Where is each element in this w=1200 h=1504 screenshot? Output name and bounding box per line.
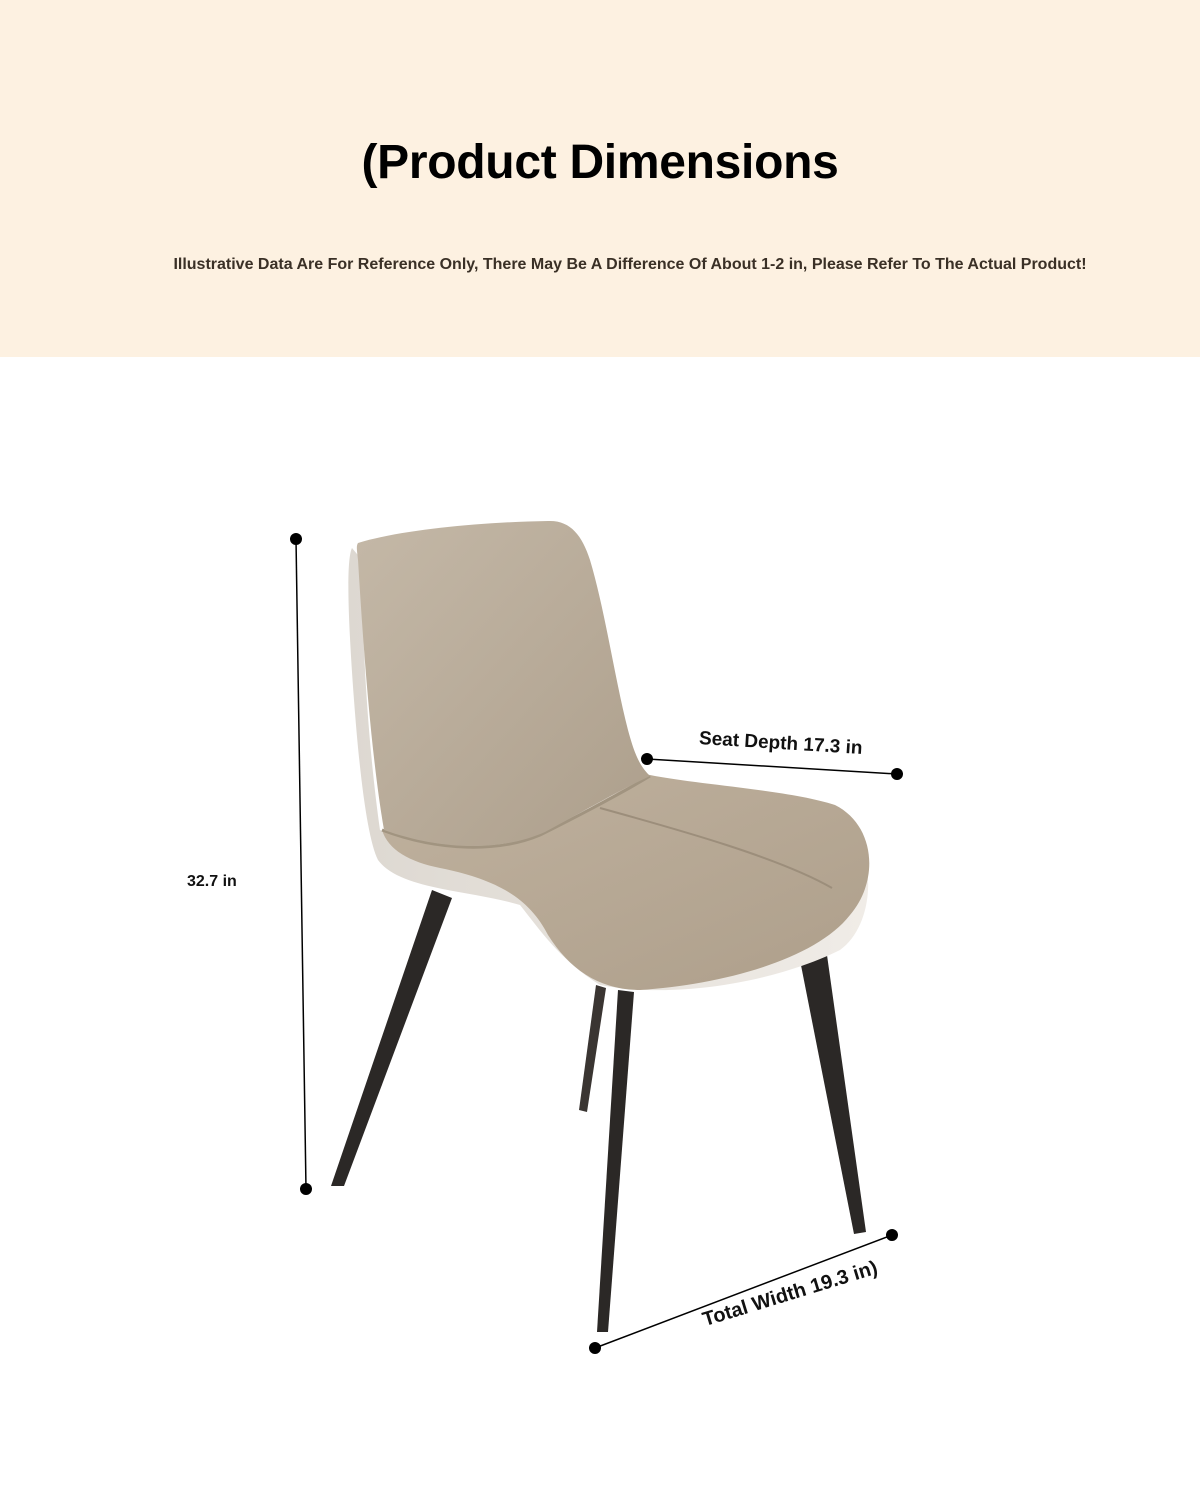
seat-depth-front-marker	[641, 753, 653, 765]
height-label: 32.7 in	[187, 873, 237, 890]
seat-depth-back-marker	[891, 768, 903, 780]
chair-illustration	[0, 357, 1200, 1504]
page-title: (Product Dimensions	[361, 136, 839, 189]
width-right-marker	[886, 1229, 898, 1241]
width-dimension-line	[589, 1229, 898, 1354]
width-left-marker	[589, 1342, 601, 1354]
chair-backrest	[357, 521, 650, 846]
height-top-marker	[290, 533, 302, 545]
reference-note: Illustrative Data Are For Reference Only, There May Be A Difference Of About 1-2 in, Please Refer To The Actual Product!	[173, 256, 1087, 273]
height-bottom-marker	[300, 1183, 312, 1195]
total-width-label: Total Width 19.3 in)	[700, 1256, 881, 1332]
seat-depth-label: Seat Depth 17.3 in	[698, 728, 864, 759]
height-dimension-line	[290, 533, 312, 1195]
seat-depth-dimension-line	[641, 753, 903, 780]
header-banner	[0, 0, 1200, 357]
